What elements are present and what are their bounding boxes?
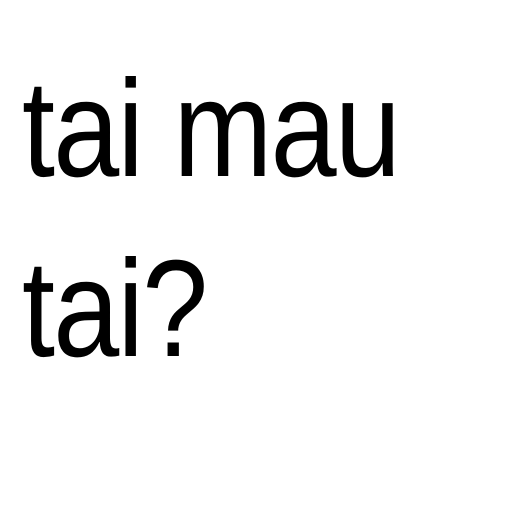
text-line-2: tai? (22, 232, 207, 386)
text-line-1: tai mau (22, 52, 400, 206)
